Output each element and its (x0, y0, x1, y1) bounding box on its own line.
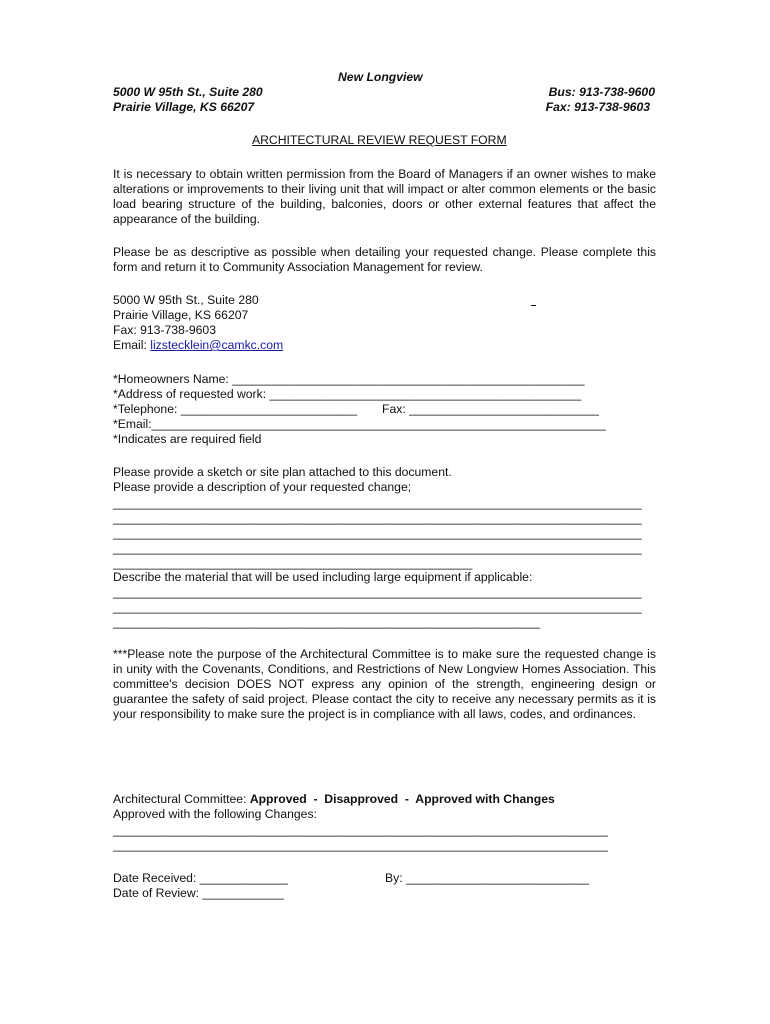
description-blank-line[interactable]: ______________________________________________________________________________ (113, 541, 642, 555)
material-instruction: Describe the material that will be used including large equipment if applicable: (113, 570, 533, 584)
header-address-line1: 5000 W 95th St., Suite 280 (113, 85, 263, 99)
date-of-review-field[interactable]: Date of Review: ____________ (113, 886, 284, 900)
required-note: *Indicates are required field (113, 432, 262, 446)
approval-changes-blank[interactable]: _________________________________________________________________________ (113, 838, 608, 852)
org-name: New Longview (338, 70, 423, 84)
email-link[interactable]: lizstecklein@camkc.com (150, 338, 284, 352)
approval-row (113, 792, 555, 807)
fax-field[interactable]: Fax: ____________________________ (382, 402, 599, 416)
sketch-instruction: Please provide a sketch or site plan attached to this document. (113, 465, 452, 479)
description-blank-line[interactable]: ______________________________________________________________________________ (113, 526, 642, 540)
committee-note: ***Please note the purpose of the Architectural Committee is to make sure the requested change is in unity with the Covenants, Conditions, and Restrictions of New Longview Homes Association. This committee's decision DOES NOT express any opinion of the strength, engineering design or guarantee the safety of said project. Please contact the city to receive any necessary permits as it is your responsibility to make sure the project is in compliance with all laws, codes, and ordinances. (113, 647, 656, 721)
stray-dash-mark (531, 305, 536, 306)
material-blank-line[interactable]: ______________________________________________________________________________ (113, 600, 642, 614)
return-address-line2: Prairie Village, KS 66207 (113, 308, 249, 322)
return-address-line1: 5000 W 95th St., Suite 280 (113, 293, 259, 307)
return-email-row (113, 338, 283, 353)
date-received-field[interactable]: Date Received: _____________ (113, 871, 288, 885)
instructions-paragraph: Please be as descriptive as possible when detailing your requested change. Please complete this form and return it to Community Association Management for review. (113, 245, 656, 274)
material-blank-line[interactable]: ______________________________________________________________________________ (113, 585, 642, 599)
material-blank-line-short[interactable]: _______________________________________________________________ (113, 615, 541, 629)
approval-label: Architectural Committee: (113, 792, 250, 806)
email-label: Email: (113, 338, 151, 352)
description-blank-line-short[interactable]: _____________________________________________________ (113, 556, 473, 570)
address-of-work-field[interactable]: *Address of requested work: ______________________________________________ (113, 387, 582, 401)
approval-changes-blank[interactable]: _________________________________________________________________________ (113, 823, 608, 837)
intro-paragraph: It is necessary to obtain written permission from the Board of Managers if an owner wishes to make alterations or improvements to their living unit that will impact or alter common elements or the basic load bearing structure of the building, balconies, doors or other external features that affect the appearance of the building. (113, 167, 656, 226)
header-bus-phone: Bus: 913-738-9600 (548, 85, 655, 99)
by-field[interactable]: By: ___________________________ (385, 871, 590, 885)
description-blank-line[interactable]: ______________________________________________________________________________ (113, 496, 642, 510)
header-address-line2: Prairie Village, KS 66207 (113, 100, 255, 114)
form-title: ARCHITECTURAL REVIEW REQUEST FORM (252, 133, 507, 147)
homeowner-name-field[interactable]: *Homeowners Name: ____________________________________________________ (113, 372, 585, 386)
email-field[interactable]: *Email:___________________________________________________________________ (113, 417, 606, 431)
return-fax: Fax: 913-738-9603 (113, 323, 216, 337)
approval-changes-label: Approved with the following Changes: (113, 807, 317, 821)
telephone-field[interactable]: *Telephone: __________________________ (113, 402, 357, 416)
header-fax: Fax: 913-738-9603 (545, 100, 650, 114)
description-blank-line[interactable]: ______________________________________________________________________________ (113, 511, 642, 525)
description-instruction: Please provide a description of your requested change; (113, 480, 412, 494)
approval-options[interactable]: Approved - Disapproved - Approved with Changes (249, 792, 555, 806)
